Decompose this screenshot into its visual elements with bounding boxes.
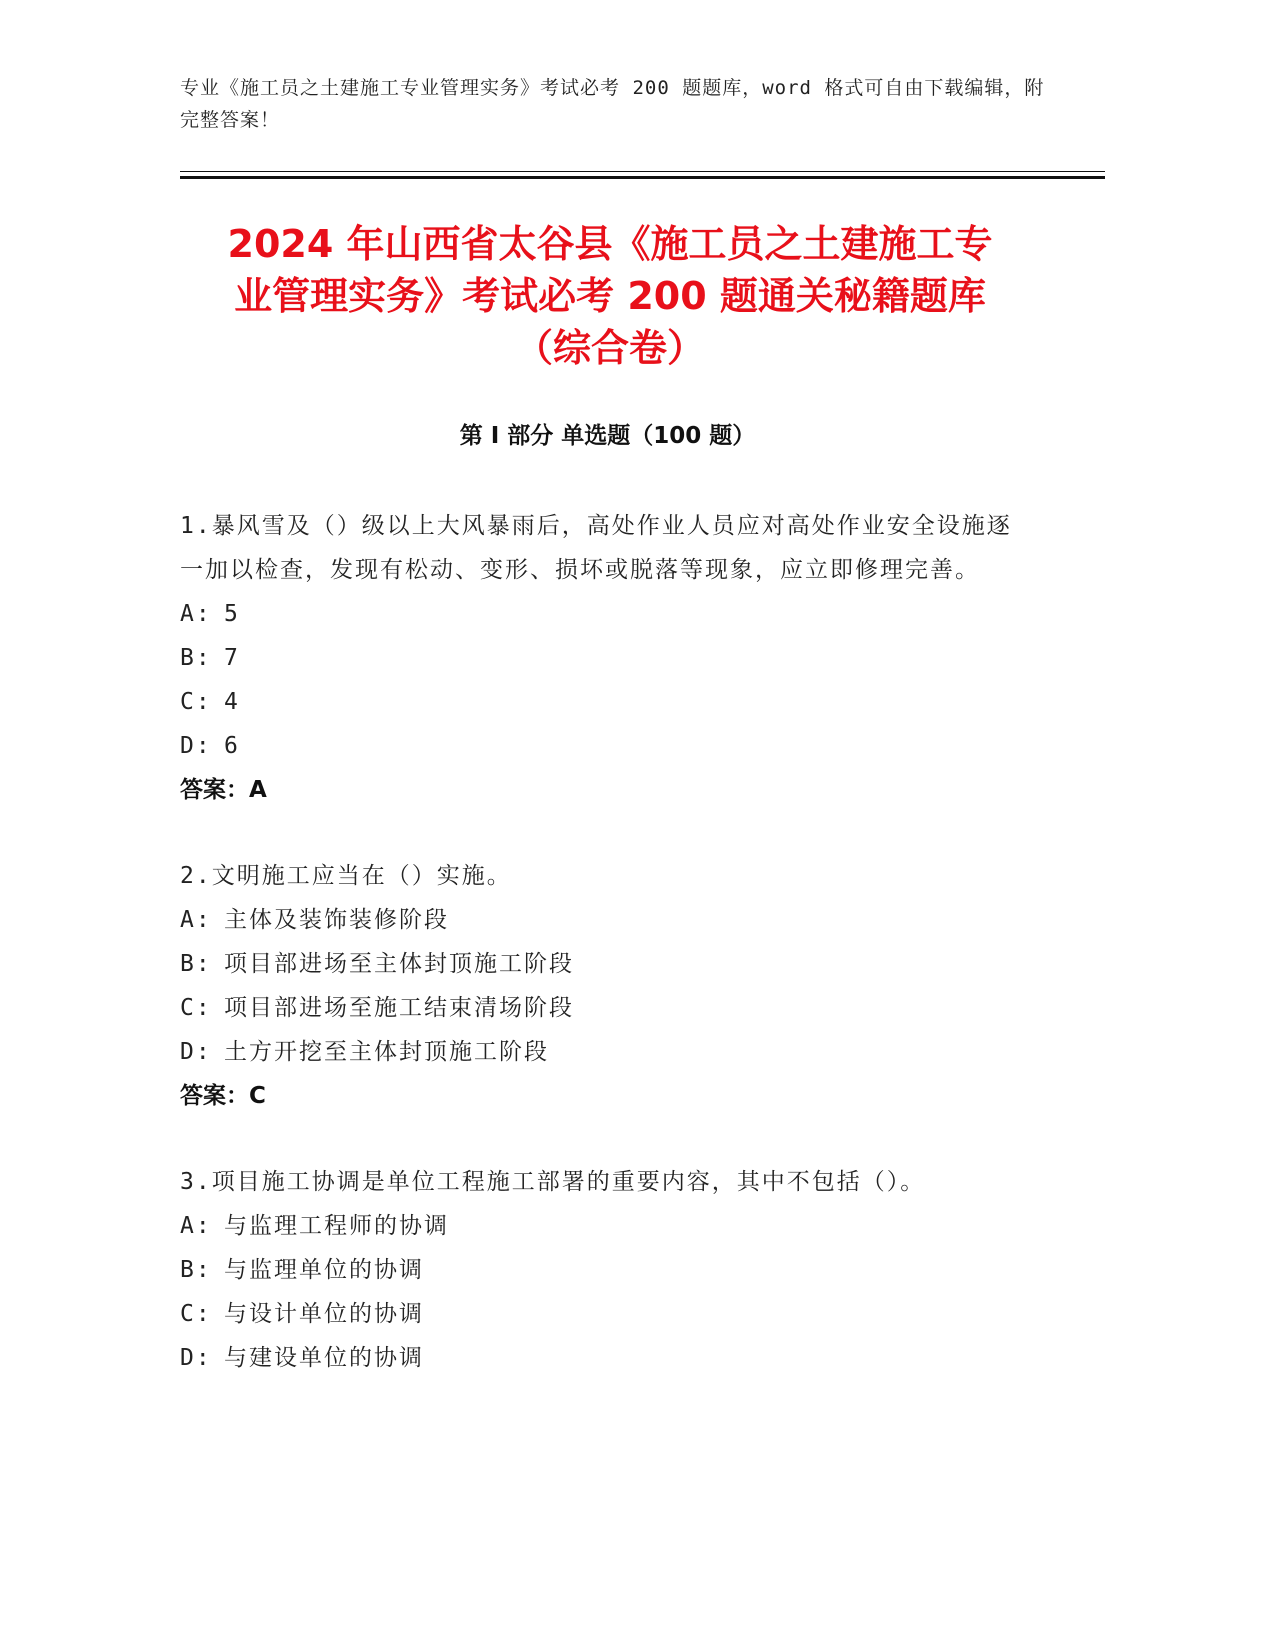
- option-a: [180, 1204, 1030, 1248]
- option-letter: A:: [180, 601, 212, 627]
- option-text: 项目部进场至施工结束清场阶段: [224, 995, 574, 1021]
- option-text: 与建设单位的协调: [224, 1345, 424, 1371]
- option-text: 5: [224, 601, 240, 627]
- option-text: 与监理单位的协调: [224, 1257, 424, 1283]
- document-title-line: （综合卷）: [514, 326, 705, 370]
- option-letter: D:: [180, 733, 212, 759]
- question-stem: 2.文明施工应当在（）实施。: [180, 863, 512, 889]
- option-text: 与监理工程师的协调: [224, 1213, 449, 1239]
- option-letter: C:: [180, 1301, 212, 1327]
- document-title-line: 业管理实务》考试必考 200 题通关秘籍题库: [234, 274, 986, 318]
- answer-key: 答案：A: [180, 777, 267, 803]
- option-c: [180, 1292, 1030, 1336]
- header-divider-thin: [180, 171, 1105, 172]
- option-letter: D:: [180, 1345, 212, 1371]
- option-c: [180, 680, 1030, 724]
- option-letter: A:: [180, 907, 212, 933]
- option-letter: C:: [180, 689, 212, 715]
- option-letter: A:: [180, 1213, 212, 1239]
- header-divider-thick: [180, 176, 1105, 179]
- document-title-line: 2024 年山西省太谷县《施工员之土建施工专: [227, 222, 993, 266]
- option-letter: B:: [180, 1257, 212, 1283]
- question-list: [180, 504, 1030, 1422]
- question-stem: 1.暴风雪及（）级以上大风暴雨后，高处作业人员应对高处作业安全设施逐一加以检查，发现有松动、变形、损坏或脱落等现象，应立即修理完善。: [180, 513, 1012, 583]
- question-stem: 3.项目施工协调是单位工程施工部署的重要内容，其中不包括（）。: [180, 1169, 926, 1195]
- option-letter: B:: [180, 645, 212, 671]
- option-letter: C:: [180, 995, 212, 1021]
- option-d: [180, 1336, 1030, 1380]
- option-text: 6: [224, 733, 240, 759]
- option-letter: D:: [180, 1039, 212, 1065]
- option-d: [180, 724, 1030, 768]
- option-a: [180, 898, 1030, 942]
- section-title: 第 I 部分 单选题（100 题）: [459, 423, 756, 449]
- option-b: [180, 1248, 1030, 1292]
- option-text: 与设计单位的协调: [224, 1301, 424, 1327]
- option-text: 土方开挖至主体封顶施工阶段: [224, 1039, 549, 1065]
- option-text: 主体及装饰装修阶段: [224, 907, 449, 933]
- question-1: [180, 504, 1030, 812]
- option-text: 项目部进场至主体封顶施工阶段: [224, 951, 574, 977]
- option-b: [180, 636, 1030, 680]
- option-a: [180, 592, 1030, 636]
- option-b: [180, 942, 1030, 986]
- option-c: [180, 986, 1030, 1030]
- header-note: 专业《施工员之土建施工专业管理实务》考试必考 200 题题库，word 格式可自由下载编辑，附完整答案！: [180, 77, 1045, 131]
- question-2: [180, 854, 1030, 1118]
- option-text: 7: [224, 645, 240, 671]
- question-3: [180, 1160, 1030, 1380]
- document-title: [150, 218, 1070, 374]
- answer-key: 答案：C: [180, 1083, 266, 1109]
- option-text: 4: [224, 689, 240, 715]
- option-d: [180, 1030, 1030, 1074]
- option-letter: B:: [180, 951, 212, 977]
